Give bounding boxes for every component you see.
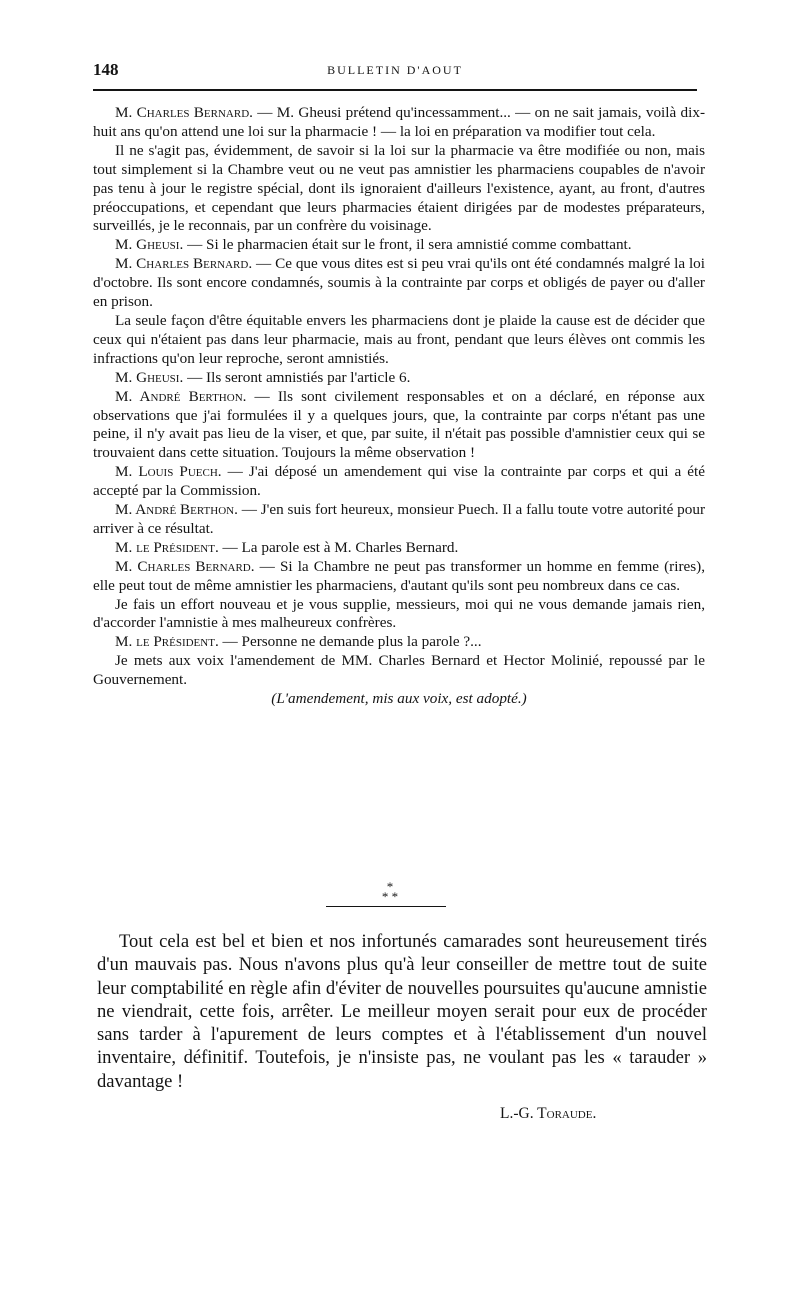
section-rule <box>326 906 446 907</box>
page-number: 148 <box>93 60 119 79</box>
debate-paragraph <box>93 255 705 312</box>
speech-text: — Ce que vous dites est si peu vrai qu'ils ont été condamnés malgré la loi d'octobre. Ils sont encore condamnés, soumis à la contrainte par corps et obligés de payer ou d'aller en prison. <box>93 255 705 311</box>
speech-text: — J'en suis fort heureux, monsieur Puech. Il a fallu toute votre autorité pour arriver à ce résultat. <box>93 501 706 537</box>
debate-paragraph <box>93 539 705 558</box>
article-paragraph: Tout cela est bel et bien et nos infortunés camarades sont heureusement tirés d'un mauvais pas. Nous n'avons plus qu'à leur conseiller de mettre tout de suite leur comptabilité en règle afin d'éviter de nouvelles poursuites qu'aucune amnistie ne viendrait, cette fois, arrêter. Le meilleur moyen serait pour eux de procéder sans tarder à l'apurement de leurs comptes et à l'établissement d'un nouvel inventaire, définitif. Toutefois, je n'insiste pas, ne voulant pas les « tarauder » davantage ! <box>97 931 707 1092</box>
debate-paragraph <box>93 312 705 369</box>
header-rule <box>93 89 697 91</box>
debate-paragraph <box>93 388 705 464</box>
speech-text: (L'amendement, mis aux voix, est adopté.) <box>271 690 527 708</box>
debate-paragraph <box>93 463 705 501</box>
debate-paragraph <box>93 369 705 388</box>
debate-paragraph <box>93 633 705 652</box>
speaker-name: M. André Berthon. <box>115 387 247 405</box>
closing-article <box>97 930 707 1093</box>
speech-text: — Ils seront amnistiés par l'article 6. <box>187 368 411 386</box>
speaker-name: M. Charles Bernard. <box>115 255 253 273</box>
debate-paragraph <box>93 142 705 237</box>
speaker-name: M. Charles Bernard. <box>115 557 255 575</box>
speech-text: — Ils sont civilement responsables et on a déclaré, en réponse aux observations que j'ai formulées il y a quelques jours, que, la contrainte par corps n'étant pas une peine, il n'y avait pas lieu de la viser, et que, par suite, il n'était pas possible d'amnistier ceux qui se trouvaient dans cette situation. Toujours la même observation ! <box>93 387 706 462</box>
speaker-name: M. Louis Puech. <box>115 463 222 481</box>
speaker-name: M. André Berthon. <box>115 501 238 519</box>
debate-paragraph <box>93 501 705 539</box>
page-header <box>93 60 697 82</box>
speech-text: — J'ai déposé un amendement qui vise la contrainte par corps et qui a été accepté par la Commission. <box>93 463 706 500</box>
asterism-divider <box>370 879 410 904</box>
speech-text: Il ne s'agit pas, évidemment, de savoir si la loi sur la pharmacie va être modifiée ou non, mais tout simplement si la Chambre veut ou ne veut pas amnistier les pharmaciens coupables de n'avoir pas tenu à jour le registre spécial, dont ils ignoraient d'ailleurs l'existence, ayant, au front, d'autres préoccupations, et cependant que leurs pharmacies étaient dirigées par de modestes préparateurs, surveillés, je le reconnais, par un confrère du voisinage. <box>93 141 705 235</box>
author-signature: L.-G. Toraude. <box>500 1105 597 1122</box>
speech-text: — Si le pharmacien était sur le front, il sera amnistié comme combattant. <box>187 236 632 254</box>
speaker-name: M. le Président. <box>115 538 219 556</box>
debate-paragraph <box>93 596 705 634</box>
speech-text: — Si la Chambre ne peut pas transformer un homme en femme (rires), elle peut tout de même amnistier les pharmaciens, d'autant qu'ils sont peu nombreux dans ce cas. <box>93 557 706 594</box>
debate-transcript <box>93 104 705 709</box>
speaker-name: M. Gheusi. <box>115 236 184 254</box>
debate-paragraph <box>93 558 705 596</box>
speech-text: La seule façon d'être équitable envers les pharmaciens dont je plaide la cause est de décider que ceux qui n'étaient pas dans leur pharmacie, mais au front, pendant que leurs élèves ont commis les infractions qu'on leur reproche, seront amnistiés. <box>93 311 705 367</box>
speech-text: Je fais un effort nouveau et je vous supplie, messieurs, moi qui ne vous demande jamais rien, d'accorder l'amnistie à mes malheureux confrères. <box>93 595 705 632</box>
debate-paragraph <box>93 104 705 142</box>
speech-text: — M. Gheusi prétend qu'incessamment... — on ne sait jamais, voilà dix-huit ans qu'on attend une loi sur la pharmacie ! — la loi en préparation va modifier tout cela. <box>93 104 706 140</box>
vote-result <box>93 690 705 709</box>
speech-text: — Personne ne demande plus la parole ?... <box>222 633 482 651</box>
speaker-name: M. le Président. <box>115 633 219 651</box>
speaker-name: M. Gheusi. <box>115 368 184 386</box>
debate-paragraph <box>93 652 705 690</box>
speech-text: Je mets aux voix l'amendement de MM. Charles Bernard et Hector Molinié, repoussé par le Gouvernement. <box>93 652 705 689</box>
asterism-text: * * * <box>381 879 399 904</box>
speech-text: — La parole est à M. Charles Bernard. <box>222 538 459 556</box>
running-title: BULLETIN D'AOUT <box>327 63 463 77</box>
debate-paragraph <box>93 236 705 255</box>
speaker-name: M. Charles Bernard. <box>115 104 253 121</box>
